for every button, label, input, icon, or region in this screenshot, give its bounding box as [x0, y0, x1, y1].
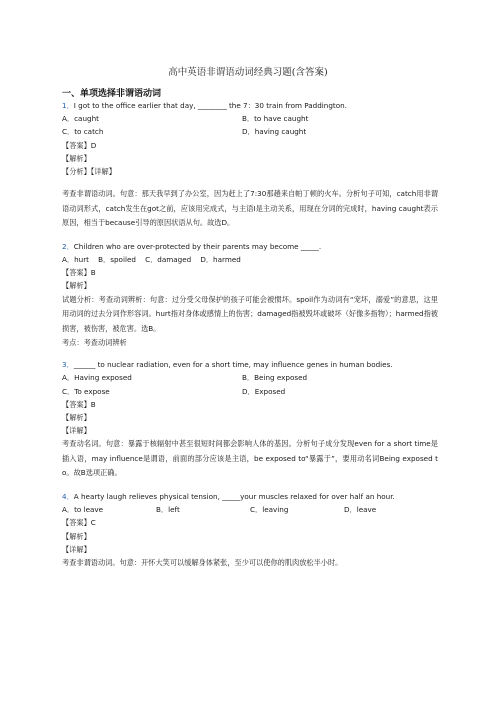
question-4-stem: [62, 490, 438, 503]
option-c: C．to catch: [62, 127, 104, 137]
option-d: D．having caught: [242, 127, 307, 137]
analysis-detail-label: 【分析】【详解】: [62, 167, 116, 177]
question-3-options-row-2: [62, 385, 438, 398]
option-c: C．To expose: [62, 386, 110, 396]
question-3-stem: [62, 358, 438, 371]
question-number: 2．: [62, 241, 74, 251]
option-b: B．left: [156, 505, 180, 515]
question-text: A hearty laugh relieves physical tension, _____your muscles relaxed for over half an hour.: [73, 491, 395, 501]
question-1-options-row-2: [62, 125, 438, 138]
analysis-label: 【解析】: [62, 531, 91, 541]
option-a: A．Having exposed: [62, 373, 132, 383]
analysis-label: 【解析】: [62, 281, 91, 291]
option-d: D．Exposed: [242, 386, 286, 396]
option-c: C．leaving: [250, 505, 289, 515]
document-title: 高中英语非谓语动词经典习题(含答案): [168, 67, 328, 78]
option-b: B．to have caught: [242, 114, 309, 124]
analysis-label: 【解析】: [62, 413, 91, 423]
answer-label: 【答案】D: [62, 140, 97, 150]
question-4-options: [62, 503, 438, 516]
option-a: A．caught: [62, 114, 99, 124]
question-number: 1．: [62, 101, 74, 110]
option-a: A．to leave: [62, 505, 104, 515]
question-4-explanation: 考查非谓语动词。句意：开怀大笑可以缓解身体紧张，至少可以使你的肌肉放松半小时。: [62, 557, 343, 567]
question-1-explanation: 考查非谓语动词。句意：那天我早到了办公室，因为赶上了7:30那趟来自帕丁顿的火车。分析句子可知，catch用非谓语动词形式，catch发生在got之前，应该用完成式，与主语I是主动关系，用现在分词的完成时，having caught表示原因，相当于because引导的原因状语从句。故选D。: [62, 189, 438, 228]
question-text: Children who are over-protected by their parents may become _____.: [73, 241, 322, 251]
detail-label: 【详解】: [62, 544, 91, 554]
answer-label: 【答案】B: [62, 399, 96, 409]
question-3-options-row-1: [62, 371, 438, 384]
question-1-options-row-1: [62, 112, 438, 125]
question-2-stem: [62, 240, 438, 253]
answer-label: 【答案】B: [62, 268, 96, 278]
topic-label: 考点：考查动词辨析: [62, 338, 127, 348]
question-number: 4．: [62, 491, 74, 501]
question-number: 3．: [62, 360, 74, 370]
section-heading: 一、单项选择非谓语动词: [62, 89, 162, 99]
question-1-stem: [62, 99, 438, 112]
question-list: [62, 99, 438, 570]
answer-label: 【答案】C: [62, 518, 96, 528]
question-text: ______ to nuclear radiation, even for a short time, may influence genes in human bodies.: [73, 360, 393, 370]
question-2-explanation: 试题分析：考查动词辨析：句意：过分受父母保护的孩子可能会被惯坏。spoil作为动词有“宠坏，溺爱”的意思，这里用动词的过去分词作形容词。hurt指对身体或感情上的伤害；damaged指被毁坏或破坏（好像多指物）；harmed指被损害，被伤害，被危害。选B。: [62, 294, 438, 333]
question-2-options: A．hurt B．spoiled C．damaged D．harmed: [62, 254, 241, 264]
question-3-explanation: 考查动名词。句意：暴露于核辐射中甚至很短时间都会影响人体的基因。分析句子成分发现even for a short time是插入语，may influence是谓语，前面的部分应该是主语，be exposed to“暴露于”，要用动名词Being exposed to。故B选项正确。: [62, 439, 438, 478]
analysis-label: 【解析】: [62, 153, 91, 163]
detail-label: 【详解】: [62, 426, 91, 436]
option-d: D．leave: [344, 505, 377, 515]
question-text: I got to the office earlier that day, ________ the 7：30 train from Paddington.: [73, 101, 347, 110]
option-b: B．Being exposed: [242, 373, 308, 383]
